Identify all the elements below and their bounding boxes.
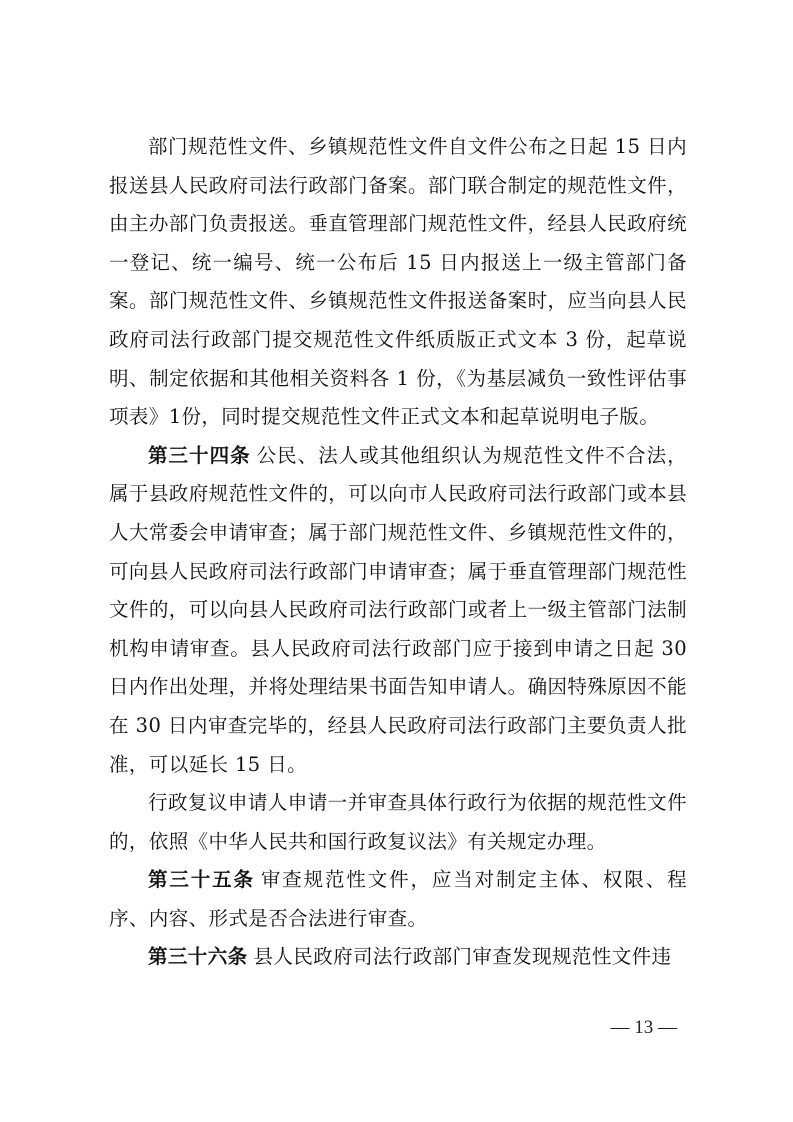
document-body <box>109 128 687 977</box>
paragraph-text: 行政复议申请人申请一并审查具体行政行为依据的规范性文件的，依照《中华人民共和国行政复议法》有关规定办理。 <box>109 791 687 853</box>
paragraph-administrative-review <box>109 784 687 861</box>
page-number: — 13 — <box>610 1017 677 1038</box>
article-number: 第三十四条 <box>148 443 251 467</box>
article-number: 第三十六条 <box>148 945 248 969</box>
paragraph-text: 公民、法人或其他组织认为规范性文件不合法，属于县政府规范性文件的，可以向市人民政府司法行政部门或本县人大常委会申请审查；属于部门规范性文件、乡镇规范性文件的，可向县人民政府司法行政部门申请审查；属于垂直管理部门规范性文件的，可以向县人民政府司法行政部门或者上一级主管部门法制机构申请审查。县人民政府司法行政部门应于接到申请之日起 30 日内作出处理，并将处理结果书面告知申请人。确因特殊原因不能在 30 日内审查完毕的，经县人民政府司法行政部门主要负责人批准，可以延长 15 日。 <box>109 443 687 776</box>
paragraph-article-36 <box>109 938 687 977</box>
article-number: 第三十五条 <box>148 868 255 892</box>
paragraph-article-35 <box>109 861 687 938</box>
paragraph-text: 审查规范性文件，应当对制定主体、权限、程序、内容、形式是否合法进行审查。 <box>109 868 687 930</box>
paragraph-filing-deadlines <box>109 128 687 437</box>
paragraph-text: 部门规范性文件、乡镇规范性文件自文件公布之日起 15 日内报送县人民政府司法行政部门备案。部门联合制定的规范性文件，由主办部门负责报送。垂直管理部门规范性文件，经县人民政府统一登记、统一编号、统一公布后 15 日内报送上一级主管部门备案。部门规范性文件、乡镇规范性文件报送备案时，应当向县人民政府司法行政部门提交规范性文件纸质版正式文本 3 份，起草说明、制定依据和其他相关资料各 1 份，《为基层减负一致性评估事项表》1份，同时提交规范性文件正式文本和起草说明电子版。 <box>109 135 687 429</box>
paragraph-text: 县人民政府司法行政部门审查发现规范性文件违 <box>253 945 672 969</box>
paragraph-article-34 <box>109 437 687 784</box>
